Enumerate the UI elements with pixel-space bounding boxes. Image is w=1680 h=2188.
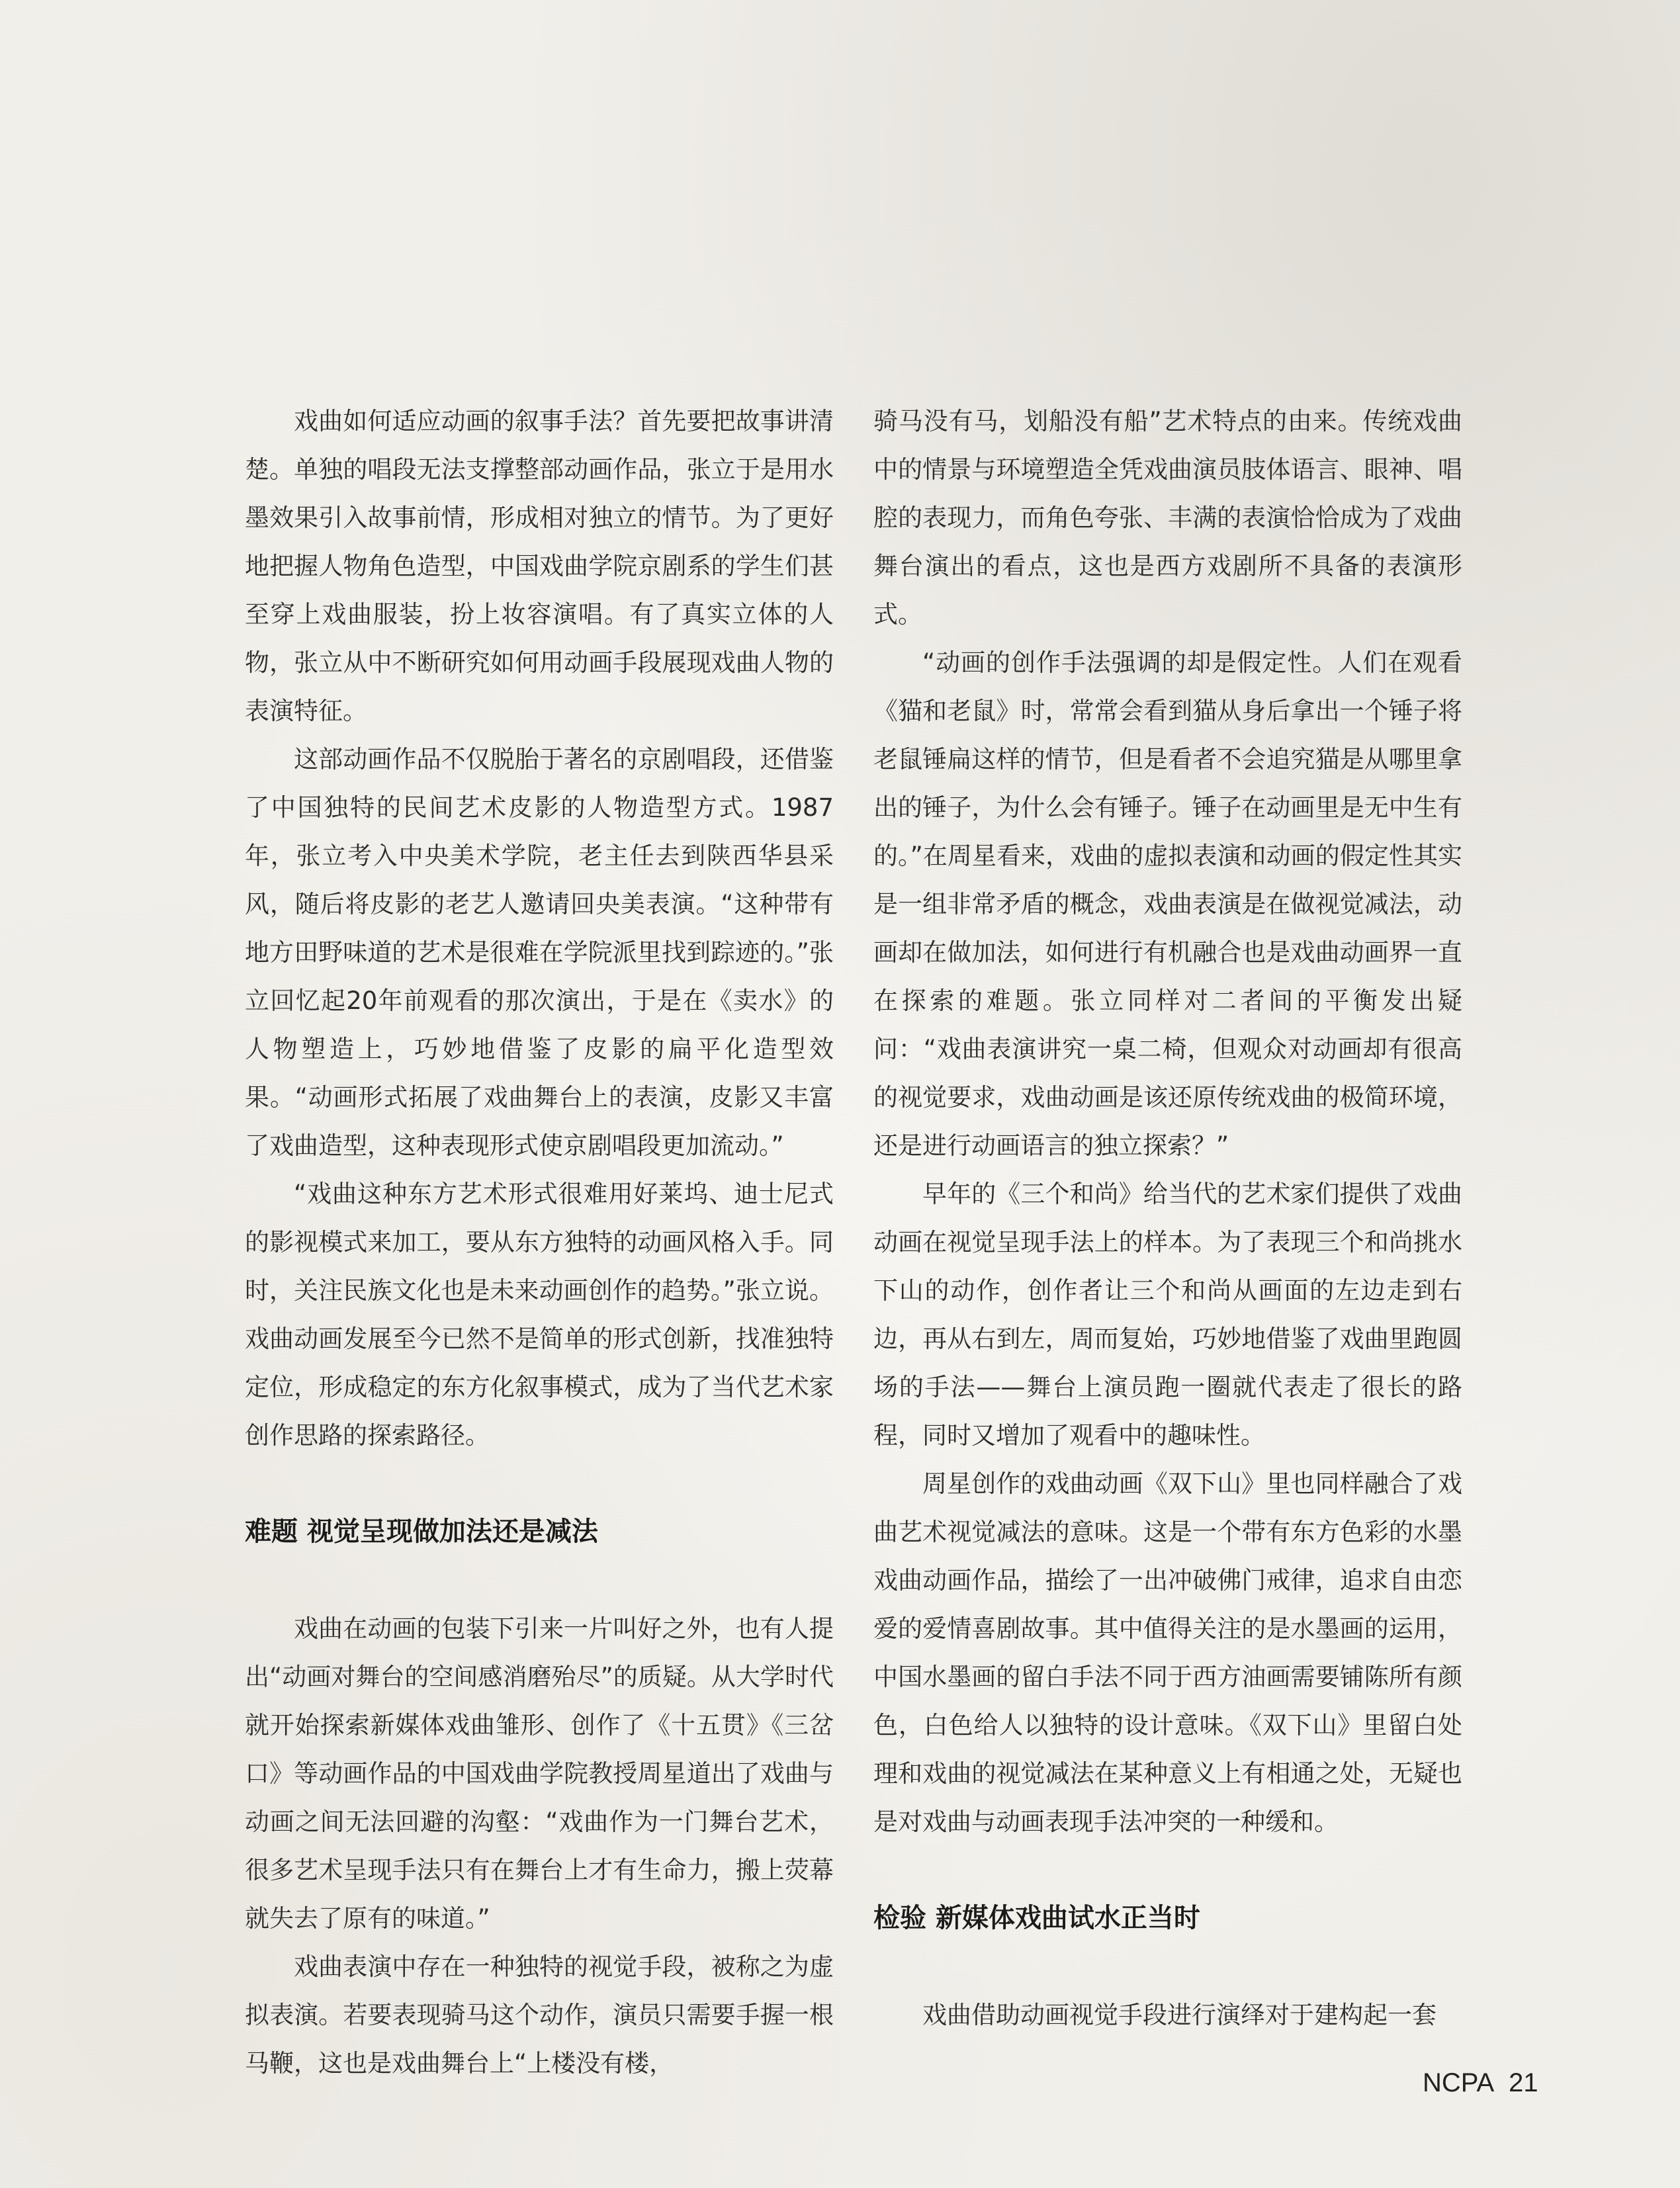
- paragraph-9: 戏曲借助动画视觉手段进行演绎对于建构起一套: [922, 2001, 1437, 2029]
- paragraph-2: 这部动画作品不仅脱胎于著名的京剧唱段，还借鉴了中国独特的民间艺术皮影的人物造型方式。1987年，张立考入中央美术学院，老主任去到陕西华县采风，随后将皮影的老艺人邀请回央美表演。“这种带有地方田野味道的艺术是很难在学院派里找到踪迹的。”张立回忆起20年前观看的那次演出，于是在《卖水》的人物塑造上，巧妙地借鉴了皮影的扁平化造型效果。“动画形式拓展了戏曲舞台上的表演，皮影又丰富了戏曲造型，这种表现形式使京剧唱段更加流动。”: [245, 745, 834, 1160]
- paragraph-3: “戏曲这种东方艺术形式很难用好莱坞、迪士尼式的影视模式来加工，要从东方独特的动画风格入手。同时，关注民族文化也是未来动画创作的趋势。”张立说。戏曲动画发展至今已然不是简单的形式创新，找准独特定位，形成稳定的东方化叙事模式，成为了当代艺术家创作思路的探索路径。: [245, 1180, 834, 1450]
- page-footer: [1423, 2068, 1538, 2098]
- paragraph-6: “动画的创作手法强调的却是假定性。人们在观看《猫和老鼠》时，常常会看到猫从身后拿出一个锤子将老鼠锤扁这样的情节，但是看者不会追究猫是从哪里拿出的锤子，为什么会有锤子。锤子在动画里是无中生有的。”在周星看来，戏曲的虚拟表演和动画的假定性其实是一组非常矛盾的概念，戏曲表演是在做视觉减法，动画却在做加法，如何进行有机融合也是戏曲动画界一直在探索的难题。张立同样对二者间的平衡发出疑问：“戏曲表演讲究一桌二椅，但观众对动画却有很高的视觉要求，戏曲动画是该还原传统戏曲的极简环境，还是进行动画语言的独立探索？”: [873, 648, 1462, 1160]
- paragraph-4: 戏曲在动画的包装下引来一片叫好之外，也有人提出“动画对舞台的空间感消磨殆尽”的质疑。从大学时代就开始探索新媒体戏曲雏形、创作了《十五贯》《三岔口》等动画作品的中国戏曲学院教授周星道出了戏曲与动画之间无法回避的沟壑：“戏曲作为一门舞台艺术，很多艺术呈现手法只有在舞台上才有生命力，搬上荧幕就失去了原有的味道。”: [245, 1614, 834, 1933]
- page-number: 21: [1509, 2068, 1538, 2097]
- section-heading-test: 检验 新媒体戏曲试水正当时: [873, 1903, 1200, 1933]
- paragraph-5: 戏曲表演中存在一种独特的视觉手段，被称之为虚拟表演。若要表现骑马这个动作，演员只需要手握一根马鞭，这也是戏曲舞台上“上楼没有楼，: [245, 1952, 834, 2078]
- paragraph-8: 周星创作的戏曲动画《双下山》里也同样融合了戏曲艺术视觉减法的意味。这是一个带有东方色彩的水墨戏曲动画作品，描绘了一出冲破佛门戒律，追求自由恋爱的爱情喜剧故事。其中值得关注的是水墨画的运用，中国水墨画的留白手法不同于西方油画需要铺陈所有颜色，白色给人以独特的设计意味。《双下山》里留白处理和戏曲的视觉减法在某种意义上有相通之处，无疑也是对戏曲与动画表现手法冲突的一种缓和。: [873, 1469, 1462, 1836]
- left-column: [245, 397, 834, 2087]
- brand-label: NCPA: [1423, 2068, 1495, 2097]
- paragraph-1: 戏曲如何适应动画的叙事手法？首先要把故事讲清楚。单独的唱段无法支撑整部动画作品，张立于是用水墨效果引入故事前情，形成相对独立的情节。为了更好地把握人物角色造型，中国戏曲学院京剧系的学生们甚至穿上戏曲服装，扮上妆容演唱。有了真实立体的人物，张立从中不断研究如何用动画手段展现戏曲人物的表演特征。: [245, 407, 834, 725]
- section-heading-difficulty: 难题 视觉呈现做加法还是减法: [245, 1516, 598, 1547]
- right-column: [873, 397, 1462, 2039]
- paragraph-7: 早年的《三个和尚》给当代的艺术家们提供了戏曲动画在视觉呈现手法上的样本。为了表现三个和尚挑水下山的动作，创作者让三个和尚从画面的左边走到右边，再从右到左，周而复始，巧妙地借鉴了戏曲里跑圆场的手法——舞台上演员跑一圈就代表走了很长的路程，同时又增加了观看中的趣味性。: [873, 1180, 1462, 1450]
- paragraph-5-continued: 骑马没有马，划船没有船”艺术特点的由来。传统戏曲中的情景与环境塑造全凭戏曲演员肢体语言、眼神、唱腔的表现力，而角色夸张、丰满的表演恰恰成为了戏曲舞台演出的看点，这也是西方戏剧所不具备的表演形式。: [873, 407, 1462, 629]
